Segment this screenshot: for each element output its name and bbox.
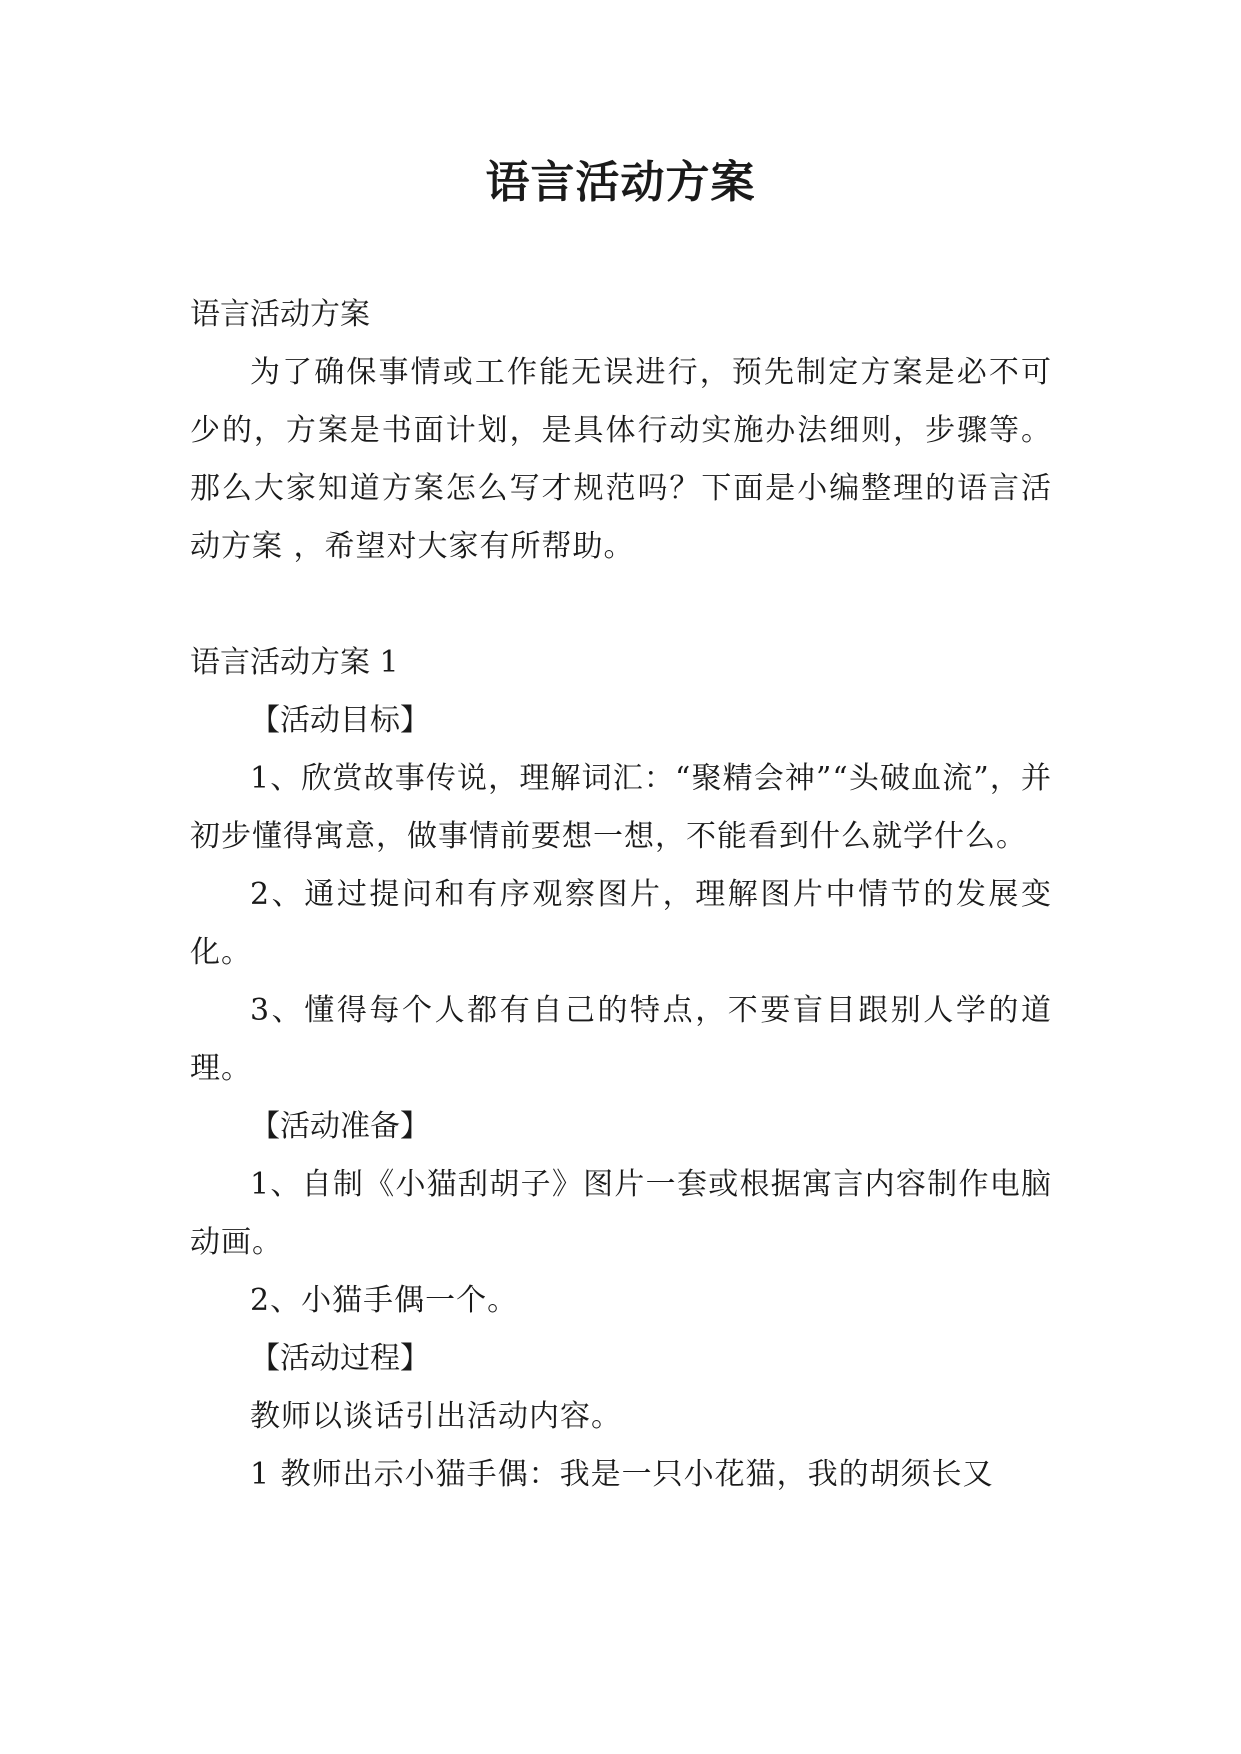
process-heading: 【活动过程】 (250, 1341, 430, 1376)
goal-item-1: 1、欣赏故事传说，理解词汇：“聚精会神”“头破血流”，并初步懂得寓意，做事情前要想一想，不能看到什么就学什么。 (190, 761, 1052, 854)
intro-paragraph: 为了确保事情或工作能无误进行，预先制定方案是必不可少的，方案是书面计划，是具体行动实施办法细则，步骤等。那么大家知道方案怎么写才规范吗？下面是小编整理的语言活动方案 ，希望对大家有所帮助。 (190, 355, 1052, 564)
section-heading: 语言活动方案 1 (190, 645, 399, 680)
prep-item-2: 2、小猫手偶一个。 (250, 1283, 519, 1318)
goal-item-2: 2、通过提问和有序观察图片，理解图片中情节的发展变化。 (190, 877, 1052, 970)
goal-item-3: 3、懂得每个人都有自己的特点，不要盲目跟别人学的道理。 (190, 993, 1052, 1086)
spacer (190, 576, 1052, 634)
document-body (190, 286, 1052, 1504)
prep-heading: 【活动准备】 (250, 1109, 430, 1144)
goals-heading: 【活动目标】 (250, 703, 430, 738)
document-title: 语言活动方案 (485, 157, 756, 208)
prep-item-1: 1、自制《小猫刮胡子》图片一套或根据寓言内容制作电脑动画。 (190, 1167, 1052, 1260)
process-intro: 教师以谈话引出活动内容。 (250, 1399, 622, 1434)
process-item-1: 1 教师出示小猫手偶：我是一只小花猫，我的胡须长又 (250, 1457, 994, 1492)
intro-heading: 语言活动方案 (190, 297, 370, 332)
